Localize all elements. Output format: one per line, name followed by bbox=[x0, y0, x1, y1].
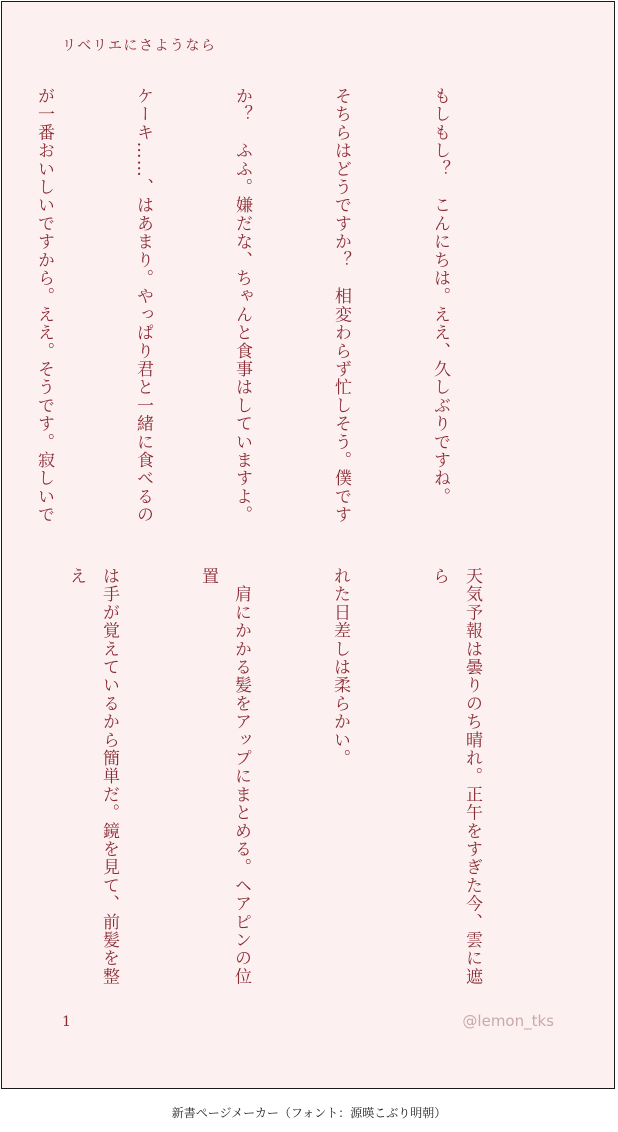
text-line: 肩にかかる髪をアップにまとめる。ヘアピンの位置 bbox=[198, 567, 251, 986]
page-title: リベリエにさようなら bbox=[62, 38, 217, 54]
upper-text-block bbox=[34, 87, 522, 532]
lower-text-block bbox=[54, 567, 554, 997]
page-sheet bbox=[1, 1, 615, 1089]
text-line: もしもし？ こんにちは。ええ、久しぶりですね。 bbox=[430, 87, 450, 506]
text-line: は手が覚えているから簡単だ。鏡を見て、前髪を整え bbox=[66, 567, 119, 986]
page-number: 1 bbox=[62, 1014, 71, 1030]
text-line: 天気予報は曇りのち晴れ。正午をすぎた今、雲に遮ら bbox=[429, 567, 482, 986]
text-line: か？ ふふ。嫌だな、ちゃんと食事はしていますよ。 bbox=[232, 87, 252, 524]
text-line: れた日差しは柔らかい。 bbox=[330, 567, 350, 768]
text-line: が一番おいしいですから。ええ。そうです。寂しいで bbox=[34, 87, 54, 524]
footer-credit: 新書ページメーカー（フォント：源暎こぶり明朝） bbox=[171, 1106, 447, 1120]
author-handle: @lemon_tks bbox=[462, 1012, 554, 1030]
text-line: そちらはどうですか？ 相変わらず忙しそう。僕です bbox=[331, 87, 351, 524]
text-line: ケーキ……、はあまり。やっぱり君と一緒に食べるの bbox=[133, 87, 153, 524]
